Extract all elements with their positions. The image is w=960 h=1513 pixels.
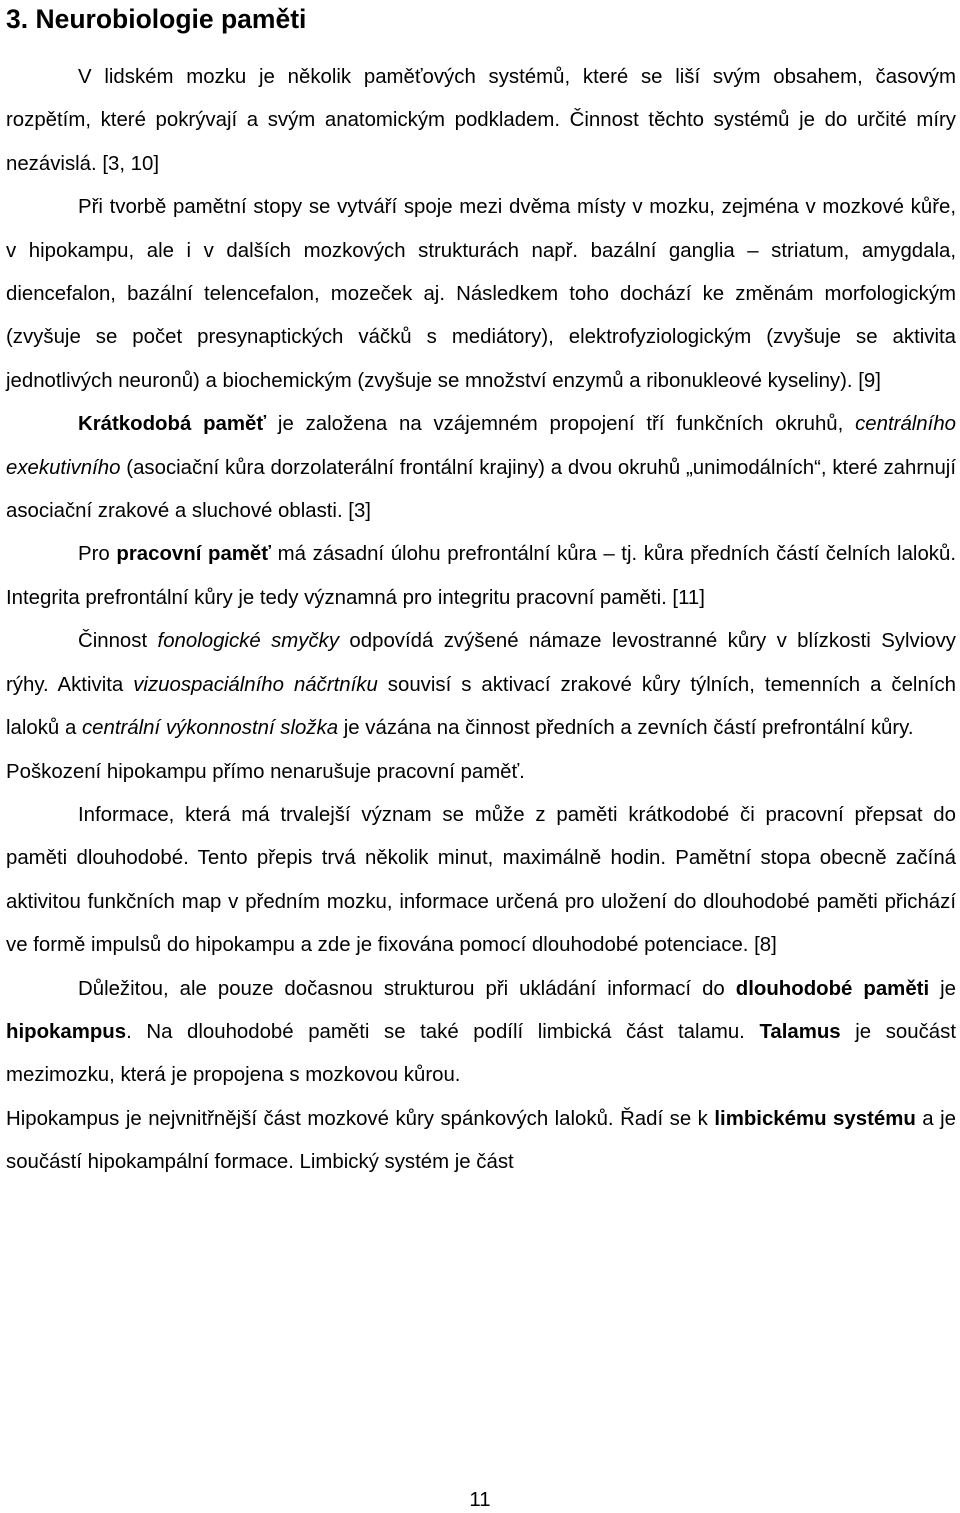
paragraph-long-term-transfer: Informace, která má trvalejší význam se může z paměti krátkodobé či pracovní přepsat do paměti dlouhodobé. Tento přepis trvá několik minut, maximálně hodin. Pamětní stopa obecně začíná aktivitou funkčních map v předním mozku, informace určená pro uložení do dlouhodobé paměti přichází ve formě impulsů do hipokampu a zde je fixována pomocí dlouhodobé potenciace. [8] [6, 803, 956, 957]
text-run: Důležitou, ale pouze dočasnou strukturou při ukládání informací do [78, 977, 736, 1000]
paragraph-short-term-memory [6, 403, 956, 533]
paragraph-hippocampus-role [6, 968, 956, 1098]
text-run: souvisí s aktivací zrakové kůry týlních, temenních a čelních laloků a [6, 673, 956, 740]
text-run: (asociační kůra dorzolaterální frontální krajiny) a dvou okruhů „unimodálních“, které zahrnují asociační zrakové a sluchové oblasti. [3] [6, 456, 956, 523]
text-run: a je součástí hipokampální formace. Limbický systém je část [6, 1107, 956, 1174]
term-central-executive: centrálního exekutivního [6, 413, 956, 479]
text-run: Pro [78, 543, 117, 566]
text-run: . Na dlouhodobé paměti se také podílí limbická část talamu. [126, 1020, 760, 1043]
document-page [6, 0, 956, 1185]
paragraph-memory-systems: V lidském mozku je několik paměťových systémů, které se liší svým obsahem, časovým rozpětím, které pokrývají a svým anatomickým podkladem. Činnost těchto systémů je do určité míry nezávislá. [3, 10] [6, 66, 956, 175]
paragraph-hippocampus-damage: Poškození hipokampu přímo nenarušuje pracovní paměť. [6, 760, 525, 783]
text-run: má zásadní úlohu prefrontální kůra – tj. kůra předních částí čelních laloků. Integrita prefrontální kůry je tedy významná pro integritu pracovní paměti. [11] [6, 543, 956, 609]
term-short-term-memory: Krátkodobá paměť [78, 413, 267, 436]
term-thalamus: Talamus [759, 1020, 841, 1043]
paragraph-working-memory [6, 533, 956, 620]
text-run: Hipokampus je nejvnitřnější část mozkové kůry spánkových laloků. Řadí se k [6, 1107, 715, 1130]
term-visuospatial-sketchpad: vizuospaciálního náčrtníku [133, 673, 378, 696]
term-working-memory: pracovní paměť [116, 543, 272, 566]
text-run: je vázána na činnost předních a zevních částí prefrontální kůry. [338, 717, 914, 740]
text-run: je [929, 977, 956, 1000]
term-central-executive-component: centrální výkonnostní složka [81, 717, 339, 740]
term-long-term-memory: dlouhodobé paměti [735, 977, 930, 1000]
paragraph-phonological-loop [6, 620, 956, 750]
page-number: 11 [469, 1489, 491, 1511]
paragraph-limbic-system [6, 1098, 956, 1185]
paragraph-memory-trace: Při tvorbě pamětní stopy se vytváří spoje mezi dvěma místy v mozku, zejména v mozkové kůře, v hipokampu, ale i v dalších mozkových strukturách např. bazální ganglia – striatum, amygdala, diencefalon, bazální telencefalon, mozeček aj. Následkem toho dochází ke změnám morfologickým (zvyšuje se počet presynaptických váčků s mediátory), elektrofyziologickým (zvyšuje se aktivita jednotlivých neuronů) a biochemickým (zvyšuje se množství enzymů a ribonukleové kyseliny). [9] [6, 196, 956, 392]
text-run: Činnost [78, 630, 158, 653]
text-run: je součást mezimozku, která je propojena s mozkovou kůrou. [6, 1020, 956, 1087]
section-heading: 3. Neurobiologie paměti [6, 4, 307, 34]
term-hippocampus: hipokampus [6, 1020, 127, 1043]
term-limbic-system: limbickému systému [714, 1107, 916, 1130]
text-run: odpovídá zvýšené námaze levostranné kůry v blízkosti Sylviovy rýhy. Aktivita [6, 630, 956, 696]
text-run: je založena na vzájemném propojení tří funkčních okruhů, [266, 413, 856, 436]
term-phonological-loop: fonologické smyčky [157, 630, 340, 653]
